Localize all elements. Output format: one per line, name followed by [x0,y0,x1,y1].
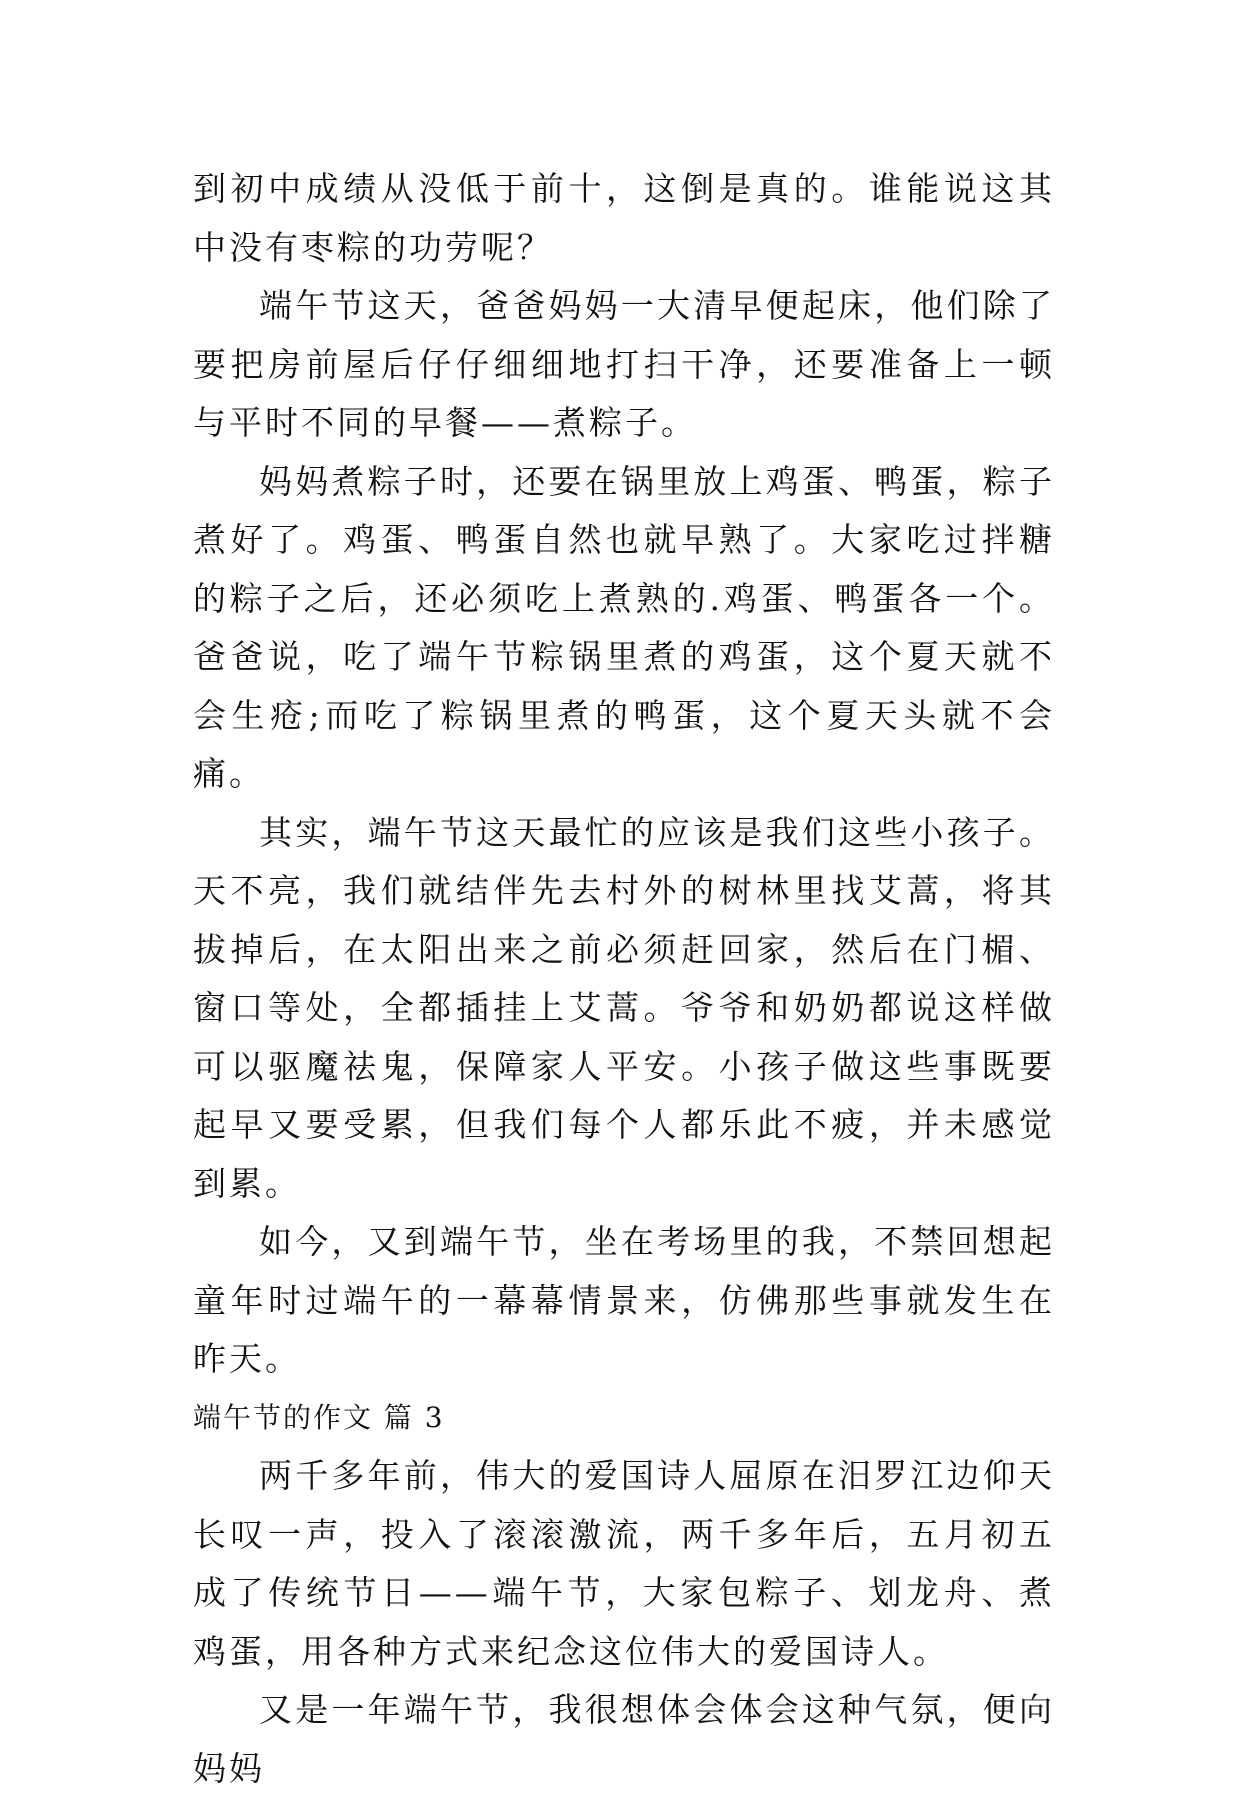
paragraph: 又是一年端午节，我很想体会体会这种气氛，便向妈妈 [193,1690,1055,1788]
paragraph: 其实，端午节这天最忙的应该是我们这些小孩子。天不亮，我们就结伴先去村外的树林里找艾蒿，将其拔掉后，在太阳出来之前必须赶回家，然后在门楣、窗口等处，全都插挂上艾蒿。爷爷和奶奶都说这样做可以驱魔祛鬼，保障家人平安。小孩子做这些事既要起早又要受累，但我们每个人都乐此不疲，并未感觉到累。 [193,812,1055,1203]
paragraph: 妈妈煮粽子时，还要在锅里放上鸡蛋、鸭蛋，粽子煮好了。鸡蛋、鸭蛋自然也就早熟了。大家吃过拌糖的粽子之后，还必须吃上煮熟的.鸡蛋、鸭蛋各一个。爸爸说，吃了端午节粽锅里煮的鸡蛋，这个夏天就不会生疮;而吃了粽锅里煮的鸭蛋，这个夏天头就不会痛。 [193,461,1055,793]
paragraph: 端午节这天，爸爸妈妈一大清早便起床，他们除了要把房前屋后仔仔细细地打扫干净，还要准备上一顿与平时不同的早餐——煮粽子。 [193,286,1055,442]
document-body [193,160,1055,1798]
section-heading: 端午节的作文 篇 3 [193,1400,445,1434]
paragraph: 到初中成绩从没低于前十，这倒是真的。谁能说这其中没有枣粽的功劳呢？ [193,169,1055,267]
paragraph: 两千多年前，伟大的爱国诗人屈原在汨罗江边仰天长叹一声，投入了滚滚激流，两千多年后，五月初五成了传统节日——端午节，大家包粽子、划龙舟、煮鸡蛋，用各种方式来纪念这位伟大的爱国诗人。 [193,1456,1055,1671]
paragraph: 如今，又到端午节，坐在考场里的我，不禁回想起童年时过端午的一幕幕情景来，仿佛那些事就发生在昨天。 [193,1222,1055,1378]
